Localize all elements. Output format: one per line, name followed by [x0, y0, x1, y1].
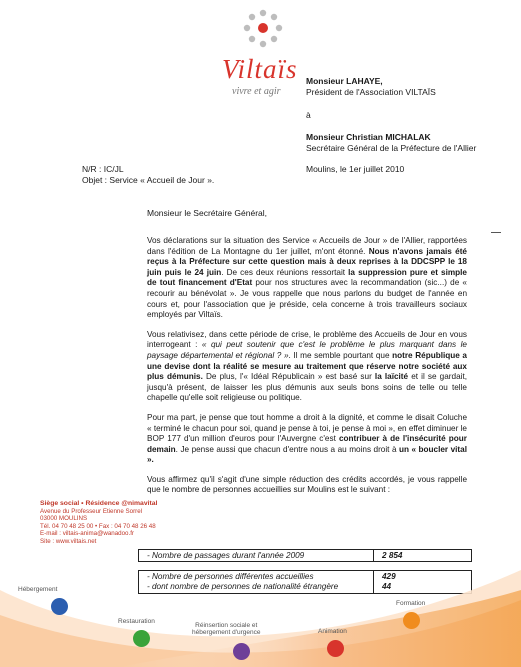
text-span: Vous relativisez, dans cette période de crise, le problème des Accueils de Jour en vous interrogeant : [147, 329, 467, 350]
text-span: . Je pense aussi que chacun d'entre nous a au moins droit à [175, 444, 399, 454]
letter-body [147, 236, 467, 505]
reinsertion-dot-icon [233, 643, 250, 660]
siege-social-block [40, 500, 157, 546]
text-span: Vos déclarations sur la situation des Service « Accueils de Jour » de l'Allier, rapportées dans l'édition de La Montagne du 1er juillet, m'ont étonné. [147, 236, 467, 256]
footer-banner [0, 560, 521, 667]
logo-brand: Viltaïs [222, 54, 298, 84]
sender-name: Monsieur LAHAYE, [306, 76, 383, 86]
table-label-line: - Nombre de personnes différentes accueillies [147, 572, 314, 581]
reference-block [82, 164, 214, 186]
recipient-block [306, 132, 476, 154]
table-label-line: - dont nombre de personnes de nationalité étrangère [147, 582, 339, 591]
paragraph-2 [147, 330, 467, 404]
text-span: . De ces deux réunions ressortait [221, 267, 349, 277]
siege-line: Tél. 04 70 48 25 00 • Fax : 04 70 48 26 48 [40, 522, 156, 530]
salutation: Monsieur le Secrétaire Général, [147, 208, 268, 218]
footer-label-formation: Formation [396, 600, 426, 607]
text-span: De plus, l'« Idéal Républicain » est basé sur [202, 372, 375, 382]
margin-mark [491, 232, 501, 233]
text-span: et il se gardait, jusqu'à présent, de laisser les plus démunis aux seuls bons soins de telle ou telle chapelle qu'elle soit religieuse ou politique. [147, 372, 467, 403]
footer-arc-graphic [0, 560, 521, 667]
letter-date: Moulins, le 1er juillet 2010 [306, 164, 405, 174]
siege-line: E-mail : viltais-anima@wanadoo.fr [40, 530, 134, 538]
paragraph-4: Vous affirmez qu'il s'agit d'une simple réduction des crédits accordés, je vous rappelle que le nombre de personnes accueillies sur Moulins est le suivant : [147, 474, 467, 495]
bold-span: un « boucler vital ». [147, 444, 467, 465]
sender-role: Président de l'Association VILTAÏS [306, 87, 436, 97]
logo-dots-icon [240, 8, 286, 54]
bold-span: Nous n'avons jamais été reçus à la Préfecture sur cette question mais à deux reprises à la DDCSPP le 18 juin puis le 24 juin [147, 246, 467, 277]
footer-label-animation: Animation [318, 628, 347, 635]
reference-nr: N/R : IC/JL [82, 164, 124, 174]
siege-line: 03000 MOULINS [40, 515, 88, 523]
paragraph-1 [147, 236, 467, 321]
paragraph-3 [147, 413, 467, 466]
reference-objet: Objet : Service « Accueil de Jour ». [82, 175, 215, 185]
italic-span: « qui peut soutenir que c'est le problème le plus marquant dans le paysage départemental et régional ? » [147, 340, 467, 360]
recipient-name: Monsieur Christian MICHALAK [306, 132, 431, 142]
bold-span: contribuer à de l'insécurité pour demain [147, 434, 467, 454]
hebergement-dot-icon [51, 598, 68, 615]
animation-dot-icon [327, 640, 344, 657]
text-span: Pour ma part, je pense que tout homme a droit à la dignité, et comme le disait Coluche « terminé le chacun pour soi, quand je pense à toi, je pense à moi », en effet diminuer le BOP 177 d'un million d'euros pour l'Auvergne c'est [147, 412, 467, 444]
restauration-dot-icon [133, 630, 150, 647]
recipient-prefix: à [306, 110, 311, 120]
siege-line: Avenue du Professeur Etienne Sorrel [40, 507, 143, 515]
text-span: . Il me semble pourtant que [288, 350, 393, 360]
logo-tagline: vivre et agir [232, 86, 281, 97]
footer-label-hebergement: Hébergement [18, 586, 58, 593]
footer-label-line: Réinsertion sociale et [195, 622, 258, 629]
table-value-line: 44 [382, 582, 392, 591]
sender-block [306, 76, 436, 98]
table-cell-label: - Nombre de passages durant l'année 2009 [139, 550, 374, 561]
viltais-logo [206, 6, 316, 96]
bold-span: notre République a une devise dont la réalité se mesure au traitement que réserve notre société aux plus démunis. [147, 350, 467, 382]
siege-title: Siège social • Résidence @nimavital [40, 500, 158, 507]
formation-dot-icon [403, 612, 420, 629]
footer-label-restauration: Restauration [118, 618, 155, 625]
table-cell-value: 2 854 [382, 551, 403, 560]
footer-label-reinsertion [192, 622, 260, 636]
bold-span: la laïcité [374, 372, 409, 382]
bold-span: la suppression pure et simple de tout financement d'Etat [147, 267, 467, 288]
text-span: pour nos structures avec la recommandation (sic...) de « recourir au bénévolat ». Je vous rappelle que nous parlons du budget de l'année en cours et, pour l'association que je préside, cela concerne à trois travailleurs sociaux employés par Viltaïs. [147, 278, 467, 320]
table-value-line: 429 [382, 572, 396, 581]
footer-label-line: hébergement d'urgence [192, 629, 261, 636]
siege-line: Site : www.viltais.net [40, 537, 97, 545]
recipient-role: Secrétaire Général de la Préfecture de l'Allier [306, 143, 477, 153]
